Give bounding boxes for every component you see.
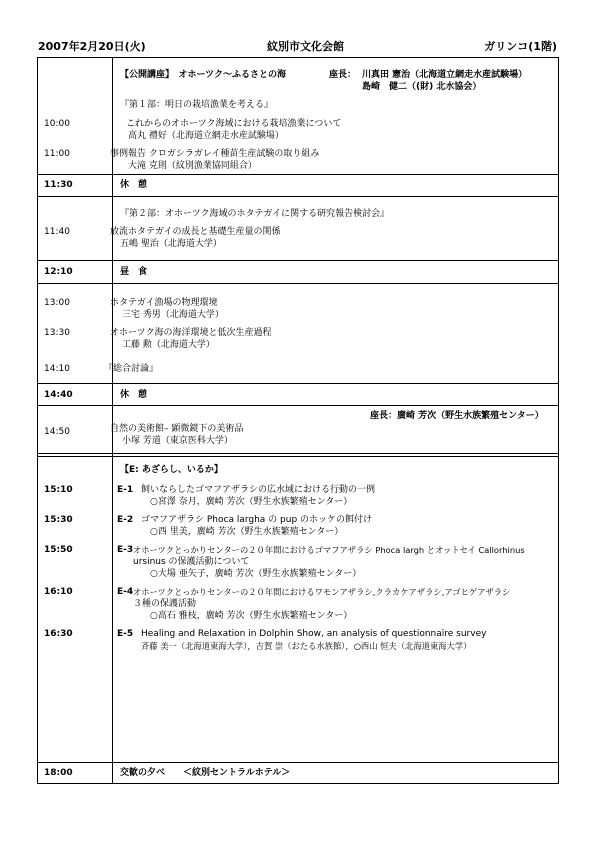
talk-title: オホーツクとっかりセンターの２０年間におけるゴマフアザラシ Phoca largh とオットセイ Callorhinus [133, 545, 525, 555]
row-divider [38, 283, 558, 284]
talk-time: 16:10 [44, 587, 73, 597]
talk-code: E-3 [117, 545, 134, 555]
talk-title: 飼いならしたゴマフアザラシの広水域における行動の一例 [141, 485, 376, 495]
lunch-time: 12:10 [44, 267, 73, 277]
talk-title: 放流ホタテガイの成長と基礎生産量の関係 [110, 227, 281, 237]
evening-time: 18:00 [44, 768, 73, 778]
header-date: 2007年2月20日(火) [38, 40, 146, 53]
session2-title: 『第２部：オホーツク海域のホタテガイに関する研究報告検討会』 [120, 209, 390, 219]
talk-authors: 高丸 禮好（北海道立網走水産試験場） [128, 131, 284, 141]
session1-chair2: 島崎 健二（(財) 北水協会） [362, 82, 482, 92]
talk-title: 自然の美術館– 顕微鏡下の美術品 [110, 424, 244, 434]
discussion-title: 『総合討論』 [104, 364, 159, 374]
talk-title: これからのオホーツク海域における栽培漁業について [126, 119, 342, 129]
talk-code: E-4 [117, 587, 134, 597]
talk-authors: 三宅 秀男（北海道大学） [122, 310, 224, 320]
header-venue: 紋別市文化会館 [267, 40, 344, 53]
talk-code: E-2 [117, 515, 134, 525]
break1-label: 休 憩 [120, 180, 148, 190]
talk-title: オホーツクとっかりセンターの２０年間におけるワモンアザラシ,クラカケアザラシ,アゴヒゲアザラシ [133, 587, 511, 597]
talk-time: 15:30 [44, 515, 73, 525]
session1-title: 【公開講座】 オホーツク～ふるさとの海 [120, 70, 287, 80]
break1-time: 11:30 [44, 180, 73, 190]
talk-authors: ○宮澤 奈月，廣崎 芳次（野生水族繁殖センター） [150, 497, 353, 507]
row-divider [38, 383, 558, 384]
talk-time: 13:30 [44, 328, 70, 338]
talk-authors: 斉藤 美一（北海道東海大学），吉賀 崇（おたる水族館），○西山 恒夫（北海道東海大学） [141, 641, 472, 651]
talk-title: ゴマフアザラシ Phoca largha の pup のホッケの餌付け [141, 515, 373, 525]
talk-title-cont: ursinus の保護活動について [133, 557, 250, 567]
talk-time: 15:50 [44, 545, 73, 555]
evening-label: 交歓の夕べ ＜紋別セントラルホテル＞ [120, 768, 291, 778]
session4-chair: 座長：廣崎 芳次（野生水族繁殖センター） [370, 411, 544, 421]
row-divider [38, 174, 558, 175]
break2-time: 14:40 [44, 390, 73, 400]
talk-time: 11:40 [44, 227, 70, 237]
talk-time: 11:00 [44, 149, 70, 159]
section-divider [38, 453, 558, 457]
talk-time: 15:10 [44, 485, 73, 495]
header-room: ガリンコ(1階) [484, 40, 557, 53]
break2-label: 休 憩 [120, 390, 148, 400]
talk-title: ホタテガイ漁場の物理環境 [110, 298, 218, 308]
talk-time: 16:30 [44, 629, 73, 639]
talk-time: 13:00 [44, 298, 70, 308]
session1-part1-title: 『第１部：明日の栽培漁業を考える』 [120, 100, 274, 110]
session1-chair1: 川真田 憲治（北海道立網走水産試験場） [362, 70, 528, 80]
talk-title-cont: ３種の保護活動 [133, 599, 197, 609]
row-divider [38, 196, 558, 197]
talk-authors: 工藤 勲（北海道大学） [122, 340, 215, 350]
time-column-divider [112, 58, 113, 783]
session1-chair-label: 座長： [329, 70, 357, 80]
row-divider [38, 260, 558, 261]
talk-title: Healing and Relaxation in Dolphin Show, an analysis of questionnaire survey [141, 629, 487, 639]
talk-title: 事例報告 クロガシラガレイ種苗生産試験の取り組み [110, 149, 320, 159]
lunch-label: 昼 食 [120, 267, 148, 277]
talk-title: オホーツク海の海洋環境と低次生産過程 [110, 328, 272, 338]
talk-authors: 五嶋 聖治（北海道大学） [120, 239, 222, 249]
talk-time: 14:10 [44, 364, 70, 374]
talk-code: E-1 [117, 485, 134, 495]
schedule-table [37, 57, 559, 784]
talk-code: E-5 [117, 629, 134, 639]
talk-authors: 小塚 芳道（東京医科大学） [122, 436, 233, 446]
talk-authors: ○高石 雅枝，廣崎 芳次（野生水族繁殖センター） [150, 611, 353, 621]
talk-authors: ○大場 亜矢子，廣崎 芳次（野生水族繁殖センター） [150, 569, 362, 579]
talk-authors: ○西 里美，廣崎 芳次（野生水族繁殖センター） [150, 527, 344, 537]
talk-authors: 大滝 克則（紋別漁業協同組合） [128, 161, 257, 171]
talk-time: 14:50 [44, 427, 70, 437]
talk-time: 10:00 [44, 119, 70, 129]
session5-title: 【E: あざらし、いるか】 [120, 465, 223, 475]
row-divider [38, 762, 558, 763]
row-divider [38, 405, 558, 406]
